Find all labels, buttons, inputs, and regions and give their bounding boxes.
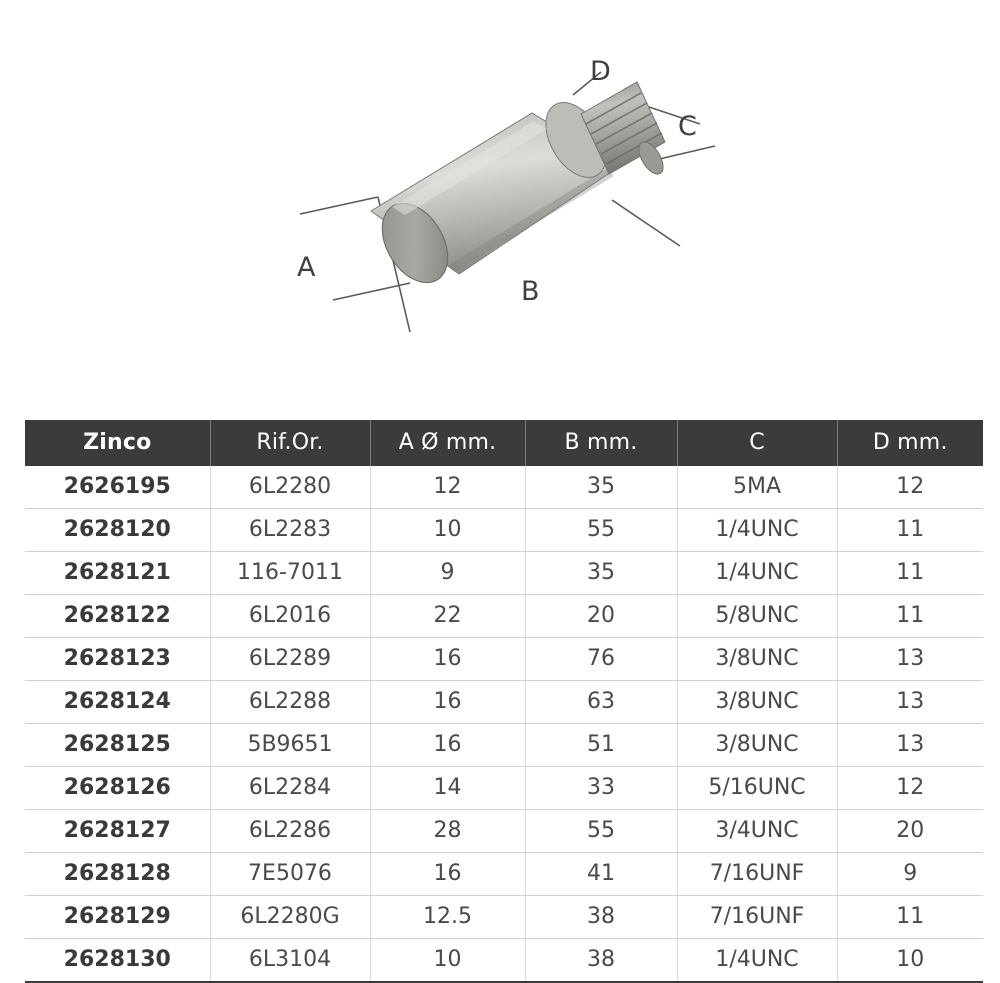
table-row <box>25 767 983 810</box>
cell-zinco: 2628121 <box>25 552 210 595</box>
cell-b: 51 <box>525 724 677 767</box>
cell-riforiginale: 6L2284 <box>210 767 370 810</box>
cell-b: 38 <box>525 939 677 983</box>
cell-b: 76 <box>525 638 677 681</box>
spec-table <box>25 420 983 983</box>
cell-c: 7/16UNF <box>677 853 837 896</box>
anode-body <box>369 92 620 294</box>
table-row <box>25 595 983 638</box>
table-row <box>25 724 983 767</box>
column-header-a-diameter: A Ø mm. <box>370 420 525 466</box>
cell-c: 1/4UNC <box>677 509 837 552</box>
column-header-b: B mm. <box>525 420 677 466</box>
table-row <box>25 509 983 552</box>
spec-table-container <box>25 420 983 983</box>
cell-c: 5/8UNC <box>677 595 837 638</box>
cell-a: 14 <box>370 767 525 810</box>
cell-c: 3/8UNC <box>677 681 837 724</box>
product-illustration <box>0 0 1000 400</box>
cell-a: 10 <box>370 939 525 983</box>
cell-b: 55 <box>525 509 677 552</box>
table-header <box>25 420 983 466</box>
cell-zinco: 2628124 <box>25 681 210 724</box>
cell-a: 28 <box>370 810 525 853</box>
cell-d: 13 <box>837 724 983 767</box>
cell-d: 12 <box>837 767 983 810</box>
cell-b: 55 <box>525 810 677 853</box>
cell-riforiginale: 6L2280G <box>210 896 370 939</box>
cell-d: 11 <box>837 509 983 552</box>
cell-b: 38 <box>525 896 677 939</box>
cell-b: 35 <box>525 466 677 509</box>
cell-zinco: 2628122 <box>25 595 210 638</box>
cell-zinco: 2626195 <box>25 466 210 509</box>
cell-zinco: 2628123 <box>25 638 210 681</box>
table-row <box>25 896 983 939</box>
anode-drawing <box>0 0 1000 400</box>
table-row <box>25 853 983 896</box>
cell-c: 7/16UNF <box>677 896 837 939</box>
cell-d: 11 <box>837 552 983 595</box>
cell-c: 1/4UNC <box>677 939 837 983</box>
cell-zinco: 2628126 <box>25 767 210 810</box>
cell-d: 10 <box>837 939 983 983</box>
cell-riforiginale: 6L2016 <box>210 595 370 638</box>
cell-riforiginale: 6L2280 <box>210 466 370 509</box>
table-row <box>25 939 983 983</box>
cell-d: 9 <box>837 853 983 896</box>
column-header-zinco: Zinco <box>25 420 210 466</box>
cell-b: 35 <box>525 552 677 595</box>
cell-d: 13 <box>837 638 983 681</box>
cell-a: 12 <box>370 466 525 509</box>
cell-b: 41 <box>525 853 677 896</box>
cell-riforiginale: 6L2288 <box>210 681 370 724</box>
cell-a: 16 <box>370 853 525 896</box>
cell-d: 11 <box>837 896 983 939</box>
table-row <box>25 552 983 595</box>
cell-riforiginale: 6L2289 <box>210 638 370 681</box>
cell-a: 9 <box>370 552 525 595</box>
table-row <box>25 638 983 681</box>
cell-a: 22 <box>370 595 525 638</box>
table-row <box>25 810 983 853</box>
cell-zinco: 2628120 <box>25 509 210 552</box>
dim-label-c: C <box>678 111 697 142</box>
table-row <box>25 681 983 724</box>
cell-riforiginale: 6L2283 <box>210 509 370 552</box>
table-body <box>25 466 983 982</box>
column-header-riforiginale: Rif.Or. <box>210 420 370 466</box>
cell-riforiginale: 116-7011 <box>210 552 370 595</box>
cell-riforiginale: 6L2286 <box>210 810 370 853</box>
cell-c: 5/16UNC <box>677 767 837 810</box>
column-header-c: C <box>677 420 837 466</box>
cell-b: 20 <box>525 595 677 638</box>
cell-a: 16 <box>370 724 525 767</box>
column-header-d: D mm. <box>837 420 983 466</box>
cell-zinco: 2628125 <box>25 724 210 767</box>
cell-a: 12.5 <box>370 896 525 939</box>
cell-c: 3/8UNC <box>677 638 837 681</box>
cell-riforiginale: 5B9651 <box>210 724 370 767</box>
table-row <box>25 466 983 509</box>
cell-d: 11 <box>837 595 983 638</box>
table-header-row <box>25 420 983 466</box>
cell-b: 33 <box>525 767 677 810</box>
cell-zinco: 2628128 <box>25 853 210 896</box>
cell-c: 5MA <box>677 466 837 509</box>
cell-a: 16 <box>370 638 525 681</box>
cell-c: 3/8UNC <box>677 724 837 767</box>
cell-a: 10 <box>370 509 525 552</box>
cell-d: 13 <box>837 681 983 724</box>
cell-d: 20 <box>837 810 983 853</box>
cell-zinco: 2628130 <box>25 939 210 983</box>
cell-c: 1/4UNC <box>677 552 837 595</box>
dim-label-a: A <box>297 252 316 283</box>
cell-riforiginale: 6L3104 <box>210 939 370 983</box>
cell-d: 12 <box>837 466 983 509</box>
dim-label-d: D <box>590 56 611 87</box>
cell-zinco: 2628127 <box>25 810 210 853</box>
cell-c: 3/4UNC <box>677 810 837 853</box>
cell-b: 63 <box>525 681 677 724</box>
cell-riforiginale: 7E5076 <box>210 853 370 896</box>
dim-label-b: B <box>521 276 540 307</box>
cell-zinco: 2628129 <box>25 896 210 939</box>
cell-a: 16 <box>370 681 525 724</box>
